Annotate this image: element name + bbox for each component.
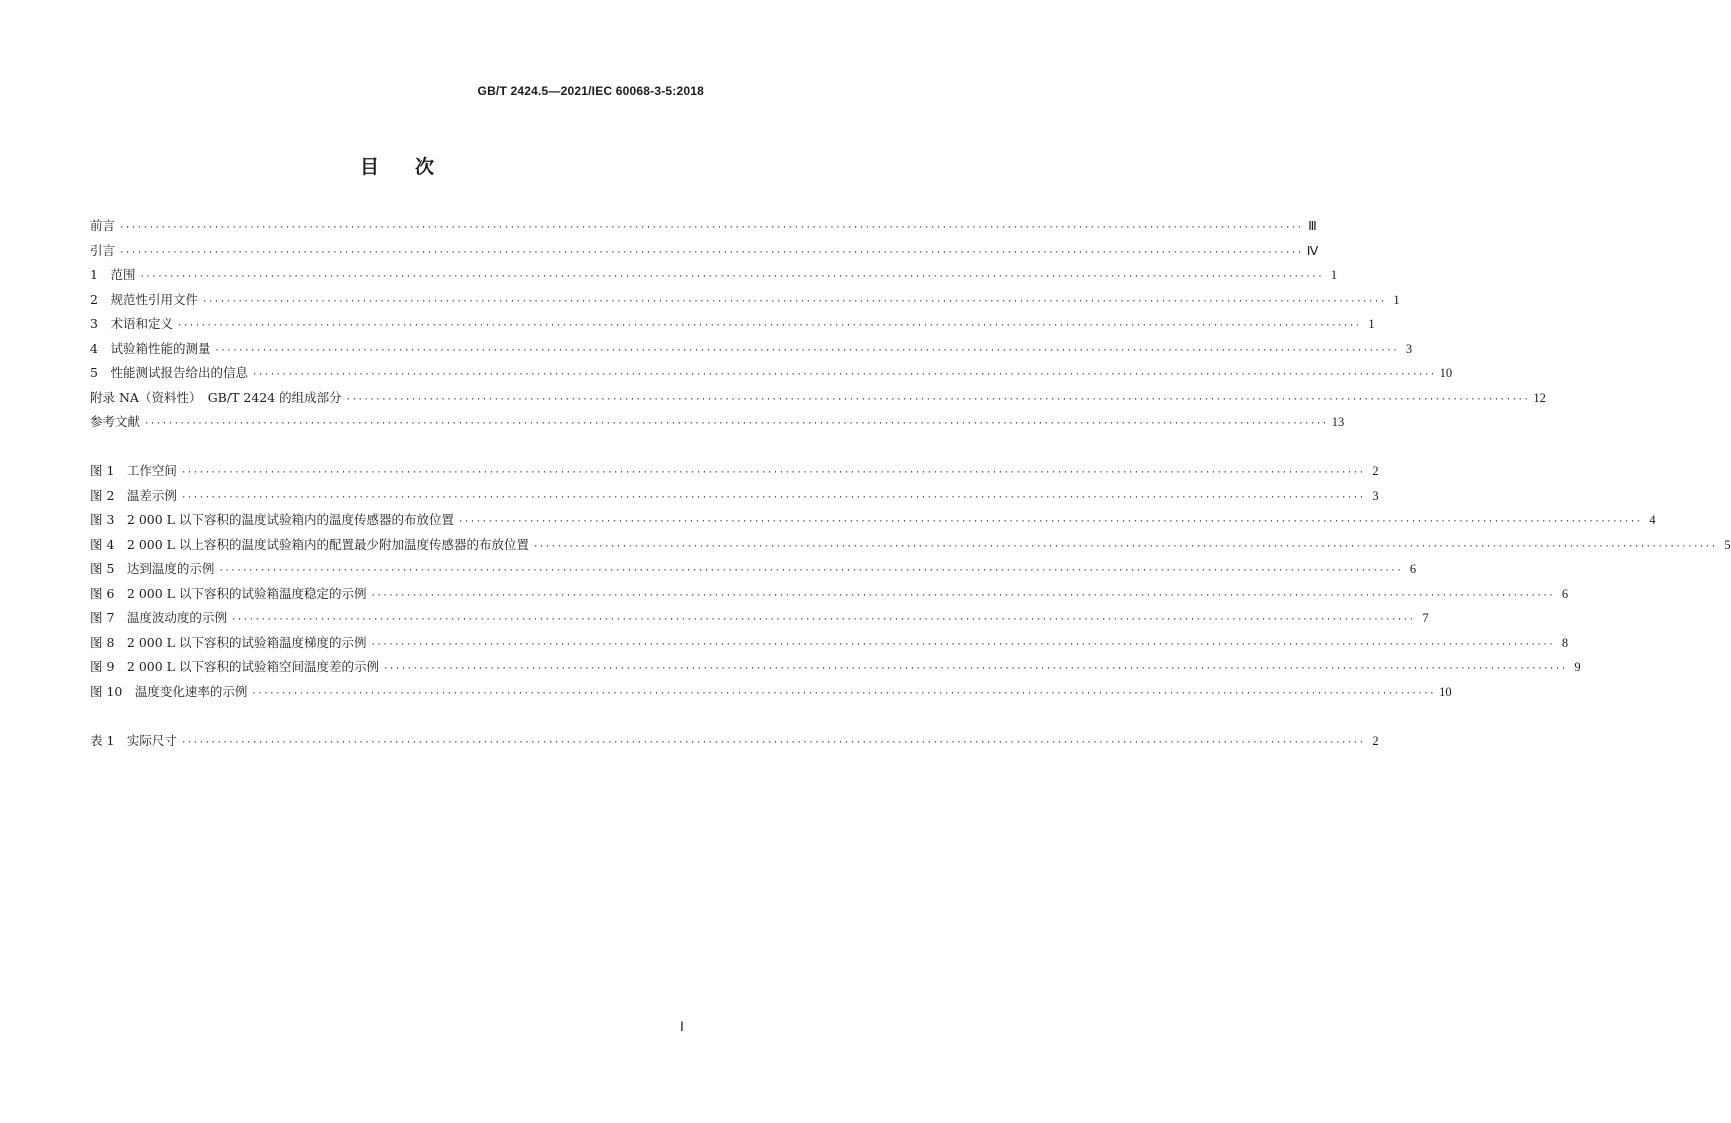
toc-figure-entry[interactable] <box>90 655 1581 680</box>
leader-dots: ········································································································································································································ <box>218 566 1403 576</box>
toc-figure-entry[interactable] <box>90 582 1569 607</box>
leader-dots: ········································································································································································································ <box>176 321 1361 331</box>
leader-dots: ········································································································································································································ <box>370 590 1555 601</box>
toc-figure-entry[interactable] <box>90 508 1656 533</box>
toc-entry[interactable] <box>90 214 1317 239</box>
toc-entry[interactable] <box>90 288 1400 313</box>
toc-figure-entry[interactable] <box>90 680 1452 705</box>
leader-dots: ········································································································································································································ <box>345 394 1530 405</box>
toc-entry-page: 3 <box>1405 341 1413 356</box>
toc-entry-label: 参考文献 <box>90 414 141 429</box>
toc-entry[interactable] <box>90 239 1319 264</box>
toc-table-entry[interactable] <box>90 729 1379 754</box>
toc-main-list <box>90 214 1546 435</box>
toc-entry-label: 3 术语和定义 <box>90 316 173 331</box>
toc-entry-page: 10 <box>1439 366 1453 380</box>
leader-dots: ········································································································································································································ <box>180 468 1365 478</box>
standard-code-header: GB/T 2424.5—2021/IEC 60068-3-5:2018 <box>477 84 704 98</box>
toc-entry[interactable] <box>90 312 1375 337</box>
toc-figure-entry[interactable] <box>90 484 1379 509</box>
toc-entry-label: 图 9 2 000 L 以下容积的试验箱空间温度差的示例 <box>90 659 379 674</box>
leader-dots: ········································································································································································································ <box>382 664 1567 674</box>
toc-entry-label: 图 5 达到温度的示例 <box>90 561 215 576</box>
leader-dots: ········································································································································································································ <box>119 247 1303 258</box>
toc-entry-label: 2 规范性引用文件 <box>90 291 198 307</box>
leader-dots: ········································································································································································································ <box>251 370 1436 380</box>
toc-entry-label: 表 1 实际尺寸 <box>90 733 177 748</box>
toc-entry-page: 9 <box>1574 660 1581 674</box>
toc-entry-label: 图 7 温度波动度的示例 <box>90 610 227 625</box>
toc-figure-entry[interactable] <box>90 459 1379 484</box>
toc-figures-list <box>90 459 1731 704</box>
toc-entry[interactable] <box>90 263 1338 288</box>
toc-entry-page: 1 <box>1330 268 1338 282</box>
toc-entry-page: 5 <box>1724 537 1731 552</box>
leader-dots: ········································································································································································································ <box>144 419 1328 429</box>
toc-entry-page: 12 <box>1533 390 1546 405</box>
leader-dots: ········································································································································································································ <box>532 541 1717 552</box>
toc-entry-page: 6 <box>1409 562 1417 576</box>
toc-entry-page: 2 <box>1372 734 1379 748</box>
leader-dots: ········································································································································································································ <box>251 688 1436 699</box>
leader-dots: ········································································································································································································ <box>230 615 1415 625</box>
toc-entry-label: 图 6 2 000 L 以下容积的试验箱温度稳定的示例 <box>90 585 367 601</box>
toc-figure-entry[interactable] <box>90 606 1429 631</box>
toc-entry-label: 图 10 温度变化速率的示例 <box>90 683 248 699</box>
toc-entry[interactable] <box>90 361 1453 386</box>
toc-entry-page: 13 <box>1331 415 1345 429</box>
toc-entry-page: 6 <box>1561 586 1569 601</box>
page-number: Ⅰ <box>680 1019 684 1034</box>
toc-entry-label: 4 试验箱性能的测量 <box>90 340 211 356</box>
leader-dots: ········································································································································································································ <box>119 223 1303 233</box>
toc-entry[interactable] <box>90 337 1413 362</box>
toc-entry-label: 5 性能测试报告给出的信息 <box>90 365 248 380</box>
toc-entry-page: 2 <box>1372 464 1379 478</box>
toc-entry-label: 图 8 2 000 L 以下容积的试验箱温度梯度的示例 <box>90 634 367 650</box>
toc-tables-list <box>90 729 1379 754</box>
leader-dots: ········································································································································································································ <box>201 296 1386 307</box>
toc-entry-page: 8 <box>1561 635 1569 650</box>
toc-entry-label: 引言 <box>90 242 116 258</box>
leader-dots: ········································································································································································································ <box>457 517 1642 527</box>
toc-entry-label: 图 2 温差示例 <box>90 487 177 503</box>
toc-entry-label: 1 范围 <box>90 267 136 282</box>
toc-entry-page: Ⅲ <box>1308 219 1317 233</box>
toc-entry-page: 1 <box>1393 292 1400 307</box>
toc-entry-page: 4 <box>1649 513 1656 527</box>
toc-entry-label: 附录 NA（资料性） GB/T 2424 的组成部分 <box>90 389 342 405</box>
toc-entry-label: 图 3 2 000 L 以下容积的温度试验箱内的温度传感器的布放位置 <box>90 512 454 527</box>
toc-entry-page: Ⅳ <box>1306 243 1319 258</box>
leader-dots: ········································································································································································································ <box>214 345 1399 356</box>
leader-dots: ········································································································································································································ <box>370 639 1555 650</box>
toc-entry-page: 3 <box>1372 488 1379 503</box>
toc-figure-entry[interactable] <box>90 631 1569 656</box>
toc-entry-label: 图 4 2 000 L 以上容积的温度试验箱内的配置最少附加温度传感器的布放位置 <box>90 536 529 552</box>
leader-dots: ········································································································································································································ <box>139 272 1324 282</box>
toc-entry-page: 1 <box>1368 317 1375 331</box>
toc-entry[interactable] <box>90 386 1546 411</box>
toc-entry-label: 前言 <box>90 218 116 233</box>
toc-figure-entry[interactable] <box>90 533 1731 558</box>
toc-entry-label: 图 1 工作空间 <box>90 463 177 478</box>
toc-entry[interactable] <box>90 410 1345 435</box>
leader-dots: ········································································································································································································ <box>180 492 1365 503</box>
page-title: 目次 <box>359 156 470 178</box>
toc-entry-page: 10 <box>1439 684 1452 699</box>
toc-entry-page: 7 <box>1422 611 1429 625</box>
toc-figure-entry[interactable] <box>90 557 1417 582</box>
leader-dots: ········································································································································································································ <box>180 738 1365 748</box>
